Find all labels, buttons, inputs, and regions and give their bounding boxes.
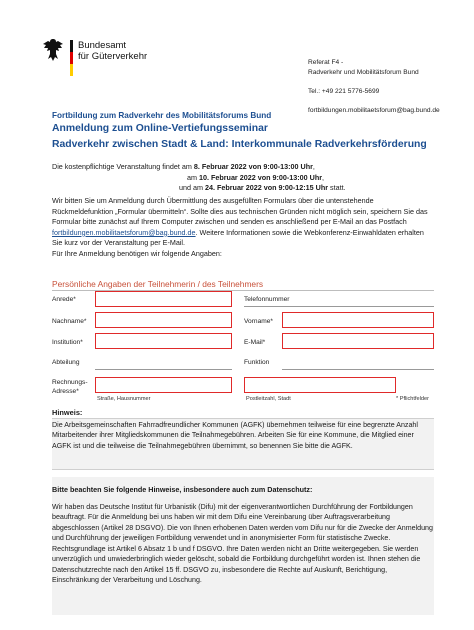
pflichtfelder-note: * Pflichtfelder (396, 396, 429, 402)
label-institution: Institution* (52, 339, 83, 346)
strasse-sublabel: Straße, Hausnummer (97, 396, 151, 402)
submission-email-link[interactable]: fortbildungen.mobilitaetsforum@bag.bund.de (52, 227, 196, 237)
label-funktion: Funktion (244, 359, 270, 366)
anrede-field[interactable] (95, 291, 232, 307)
contact-department: Radverkehr und Mobilitätsforum Bund (308, 68, 419, 76)
event-dates: Die kostenpflichtige Veranstaltung findet am 8. Februar 2022 von 9:00-13:00 Uhr, am 10. Februar 2022 von 9:00-13:00 Uhr, und am 24. Februar 2022 von 9:00-12:15 Uhr statt. (52, 162, 346, 192)
contact-block (308, 58, 440, 116)
contact-phone: Tel.: +49 221 5776-5699 (308, 87, 380, 95)
nachname-field[interactable] (95, 312, 232, 328)
email-field[interactable] (282, 333, 434, 349)
strasse-field[interactable] (95, 377, 232, 393)
label-telefon: Telefonnummer (244, 296, 290, 303)
label-nachname: Nachname* (52, 318, 87, 325)
plz-stadt-field[interactable] (244, 377, 396, 393)
bag-logo (42, 38, 182, 78)
label-adresse-2: Adresse* (52, 388, 79, 395)
institution-field[interactable] (95, 333, 232, 349)
german-flag-bar (70, 40, 73, 76)
contact-email: fortbildungen.mobilitaetsforum@bag.bund.de (308, 106, 440, 114)
datenschutz-text: Wir haben das Deutsche Institut für Urbanistik (Difu) mit der eigenverantwortlichen Durchführung der Fortbildungen beauftragt. Für die Anmeldung bei uns haben wir mit dem Difu eine Vereinbarung über Auftragsverarbeitung abgeschlossen (Artikel 28 DSGVO). Die von Ihnen erhobenen Daten werden vom Difu nur für die Zwecke der Anmeldung und Durchführung der jeweiligen Fortbildung verwendet und in anonymisierter Form für statistische Zwecke. Rechtsgrundlage ist Artikel 6 Absatz 1 b und f DSGVO. Ihre Daten werden nicht an Dritte weitergegeben. Sie werden unverzüglich und unwiederbringlich wieder gelöscht, sobald die Fortbildung durchgeführt worden ist. Ihnen stehen die Datenschutzrechte nach den Artikel 15 ff. DSGVO zu, insbesondere die Rechte auf Auskunft, Berichtigung, Einschränkung der Verarbeitung und Löschung. (52, 503, 433, 585)
abteilung-field[interactable] (95, 369, 232, 370)
kicker-heading: Fortbildung zum Radverkehr des Mobilitätsforums Bund (52, 111, 272, 120)
vorname-field[interactable] (282, 312, 434, 328)
federal-eagle-icon (42, 38, 64, 62)
title-line-2: Radverkehr zwischen Stadt & Land: Interkommunale Radverkehrsförderung (52, 139, 427, 150)
intro-paragraph: Wir bitten Sie um Anmeldung durch Übermittlung des ausgefüllten Formulars über die untenstehende Rückmeldefunktion „Formular übermitteln“. Sollte dies aus technischen Gründen nicht möglich sein, speichern Sie das Formular bitte zunächst auf Ihrem Computer zwischen und senden es anschließend per E-Mail an das Postfach fortbildungen.mobilitaetsforum@bag.bund.de. Weitere Informationen sowie die Webkonferenz-Einwahldaten erhalten Sie kurz vor der Veranstaltung per E-Mail. Für Ihre Anmeldung benötigen wir folgende Angaben: (52, 196, 428, 258)
hinweis-title: Hinweis: (52, 408, 83, 417)
title-line-1: Anmeldung zum Online-Vertiefungsseminar (52, 123, 268, 134)
hinweis-text: Die Arbeitsgemeinschaften Fahrradfreundlicher Kommunen (AGFK) übernehmen teilweise für eine begrenzte Anzahl Mitarbeitender ihrer Mitgliedskommunen die Teilnahmegebühren. Arbeiten Sie für eine Kommune, die Mitglied einer AGFK ist und die teilweise die Teilnahmegebühren übernimmt, so benennen Sie bitte die AGFK. (52, 421, 418, 450)
label-anrede: Anrede* (52, 296, 76, 303)
label-email: E-Mail* (244, 339, 266, 346)
datenschutz-title: Bitte beachten Sie folgende Hinweise, insbesondere auch zum Datenschutz: (52, 485, 313, 494)
label-abteilung: Abteilung (52, 359, 80, 366)
org-name: Bundesamt für Güterverkehr (78, 40, 148, 62)
funktion-field[interactable] (282, 369, 434, 370)
form-section-title: Persönliche Angaben der Teilnehmerin / des Teilnehmers (52, 279, 264, 289)
telefon-field[interactable] (244, 306, 434, 307)
plz-sublabel: Postleitzahl, Stadt (246, 396, 291, 402)
contact-unit: Referat F4 - (308, 59, 344, 66)
label-adresse-1: Rechnungs- (52, 379, 88, 386)
label-vorname: Vorname* (244, 318, 273, 325)
